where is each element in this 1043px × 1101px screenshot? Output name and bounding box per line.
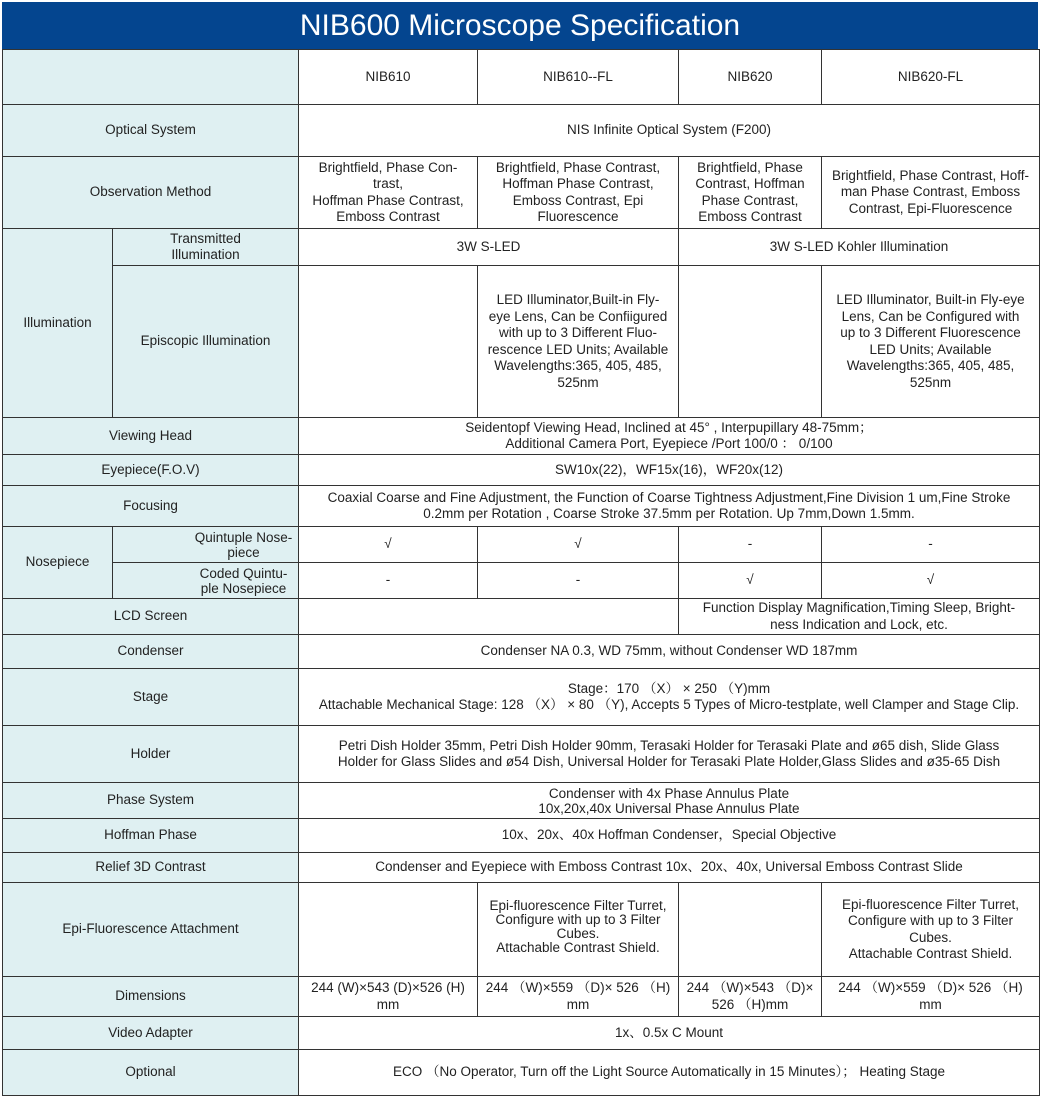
cell-nib620-fl: √ [822,563,1040,599]
cell-nib610 [299,883,478,977]
cell-nib620-group: Function Display Magnification,Timing Sleep, Bright- ness Indication and Lock, etc. [679,599,1040,635]
cell-nib610-fl: LED Illuminator,Built-in Fly- eye Lens, Can be Confiigured with up to 3 Different Fluo- rescence LED Units; Available Wavelengths:365, 405, 485, 525nm [478,266,679,418]
sub-row-label: Quintuple Nose- piece [113,527,299,563]
table-row-observation-method [3,157,1040,229]
cell-nib620-fl: Brightfield, Phase Contrast, Hoff- man Phase Contrast, Emboss Contrast, Epi-Fluorescence [822,157,1040,229]
cell-nib620-fl: - [822,527,1040,563]
row-label: LCD Screen [3,599,299,635]
row-value: Seidentopf Viewing Head, Inclined at 45° , Interpupillary 48-75mm； Additional Camera Port, Eyepiece /Port 100/0 ： 0/100 [299,418,1040,455]
sub-row-label: Episcopic Illumination [113,266,299,418]
row-value: SW10x(22)，WF15x(16)，WF20x(12) [299,455,1040,486]
row-value: 10x、20x、40x Hoffman Condenser，Special Objective [299,819,1040,853]
table-row-dimensions [3,977,1040,1017]
cell-nib620-group: 3W S-LED Kohler Illumination [679,229,1040,266]
row-label: Relief 3D Contrast [3,853,299,883]
table-row-stage [3,669,1040,726]
table-row-focusing [3,486,1040,527]
specification-table [2,49,1040,1096]
cell-nib610: - [299,563,478,599]
table-row-holder [3,726,1040,783]
table-row-relief-3d-contrast [3,853,1040,883]
model-header-nib610: NIB610 [299,50,478,105]
row-label: Condenser [3,635,299,669]
table-row-video-adapter [3,1017,1040,1050]
table-row-condenser [3,635,1040,669]
row-label: Hoffman Phase [3,819,299,853]
header-corner-cell [3,50,299,105]
cell-nib610: √ [299,527,478,563]
table-row-eyepiece [3,455,1040,486]
row-value: Condenser NA 0.3, WD 75mm, without Condenser WD 187mm [299,635,1040,669]
table-row-hoffman-phase [3,819,1040,853]
row-label: Focusing [3,486,299,527]
row-label: Eyepiece(F.O.V) [3,455,299,486]
table-row-episcopic-illumination [3,266,1040,418]
model-header-nib620-fl: NIB620-FL [822,50,1040,105]
table-row-optional [3,1050,1040,1096]
cell-nib610-fl: - [478,563,679,599]
table-row-viewing-head [3,418,1040,455]
row-value: 1x、0.5x C Mount [299,1017,1040,1050]
cell-nib620-fl: LED Illuminator, Built-in Fly-eye Lens, Can be Configured with up to 3 Different Fluorescence LED Units; Available Wavelengths:365, 405, 485, 525nm [822,266,1040,418]
cell-nib620 [679,266,822,418]
table-row-header [3,50,1040,105]
cell-nib620: - [679,527,822,563]
cell-nib610-fl: Brightfield, Phase Contrast, Hoffman Phase Contrast, Emboss Contrast, Epi Fluorescence [478,157,679,229]
model-header-nib620: NIB620 [679,50,822,105]
table-row-epi-fluorescence [3,883,1040,977]
row-label: Epi-Fluorescence Attachment [3,883,299,977]
row-value: Stage：170 （X） × 250 （Y)mm Attachable Mechanical Stage: 128 （X） × 80 （Y), Accepts 5 Types of Micro-testplate, well Clamper and Stage Clip. [299,669,1040,726]
table-row-quintuple-nosepiece [3,527,1040,563]
page-title: NIB600 Microscope Specification [2,2,1038,49]
row-label: Illumination [3,229,113,418]
cell-nib620: √ [679,563,822,599]
row-label: Optional [3,1050,299,1096]
row-label: Phase System [3,783,299,819]
row-label: Nosepiece [3,527,113,599]
table-row-coded-nosepiece [3,563,1040,599]
sub-row-label: Coded Quintu- ple Nosepiece [113,563,299,599]
row-label: Stage [3,669,299,726]
model-header-nib610-fl: NIB610--FL [478,50,679,105]
cell-nib610 [299,266,478,418]
cell-nib620: 244 （W)×543 （D)× 526 （H)mm [679,977,822,1017]
cell-nib610-group [299,599,679,635]
table-row-phase-system [3,783,1040,819]
row-value: Condenser with 4x Phase Annulus Plate 10x,20x,40x Universal Phase Annulus Plate [299,783,1040,819]
table-row-transmitted-illumination [3,229,1040,266]
cell-nib620 [679,883,822,977]
row-value: Condenser and Eyepiece with Emboss Contrast 10x、20x、40x, Universal Emboss Contrast Slide [299,853,1040,883]
cell-nib620: Brightfield, Phase Contrast, Hoffman Phase Contrast, Emboss Contrast [679,157,822,229]
table-row-optical-system [3,105,1040,157]
cell-nib610: 244 (W)×543 (D)×526 (H) mm [299,977,478,1017]
row-label: Dimensions [3,977,299,1017]
row-label: Optical System [3,105,299,157]
row-value: Petri Dish Holder 35mm, Petri Dish Holder 90mm, Terasaki Holder for Terasaki Plate and ø65 dish, Slide Glass Holder for Glass Slides and ø54 Dish, Universal Holder for Terasaki Plate Holder,Glass Slides and ø35-65 Dish [299,726,1040,783]
row-label: Video Adapter [3,1017,299,1050]
row-value: Coaxial Coarse and Fine Adjustment, the Function of Coarse Tightness Adjustment,Fine Division 1 um,Fine Stroke 0.2mm per Rotation , Coarse Stroke 37.5mm per Rotation. Up 7mm,Down 1.5mm. [299,486,1040,527]
row-value: NIS Infinite Optical System (F200) [299,105,1040,157]
sub-row-label: Transmitted Illumination [113,229,299,266]
cell-nib620-fl: 244 （W)×559 （D)× 526 （H) mm [822,977,1040,1017]
cell-nib610-group: 3W S-LED [299,229,679,266]
row-value: ECO （No Operator, Turn off the Light Source Automatically in 15 Minutes）； Heating Stage [299,1050,1040,1096]
table-row-lcd-screen [3,599,1040,635]
cell-nib620-fl: Epi-fluorescence Filter Turret, Configure with up to 3 Filter Cubes. Attachable Contrast Shield. [822,883,1040,977]
cell-nib610: Brightfield, Phase Con- trast, Hoffman Phase Contrast, Emboss Contrast [299,157,478,229]
row-label: Observation Method [3,157,299,229]
row-label: Viewing Head [3,418,299,455]
cell-nib610-fl: √ [478,527,679,563]
cell-nib610-fl: Epi-fluorescence Filter Turret, Configure with up to 3 Filter Cubes. Attachable Contrast Shield. [478,883,679,977]
cell-nib610-fl: 244 （W)×559 （D)× 526 （H) mm [478,977,679,1017]
row-label: Holder [3,726,299,783]
